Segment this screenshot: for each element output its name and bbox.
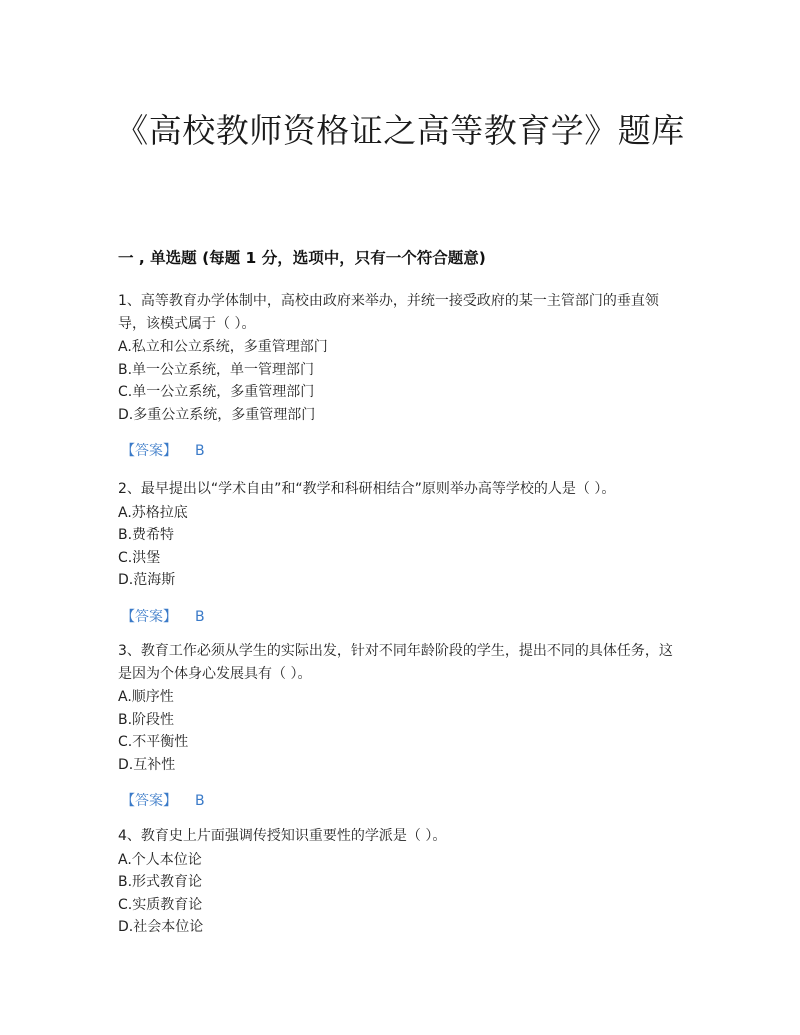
question-text: 1、高等教育办学体制中，高校由政府来举办，并统一接受政府的某一主管部门的垂直领导，该模式属于（ ）。: [118, 293, 659, 332]
answer-label: 【答案】: [121, 443, 177, 459]
question-2: [118, 478, 678, 628]
option-a: A.顺序性: [118, 689, 174, 705]
option-d: D.多重公立系统，多重管理部门: [118, 406, 316, 423]
question-3: [118, 640, 678, 812]
answer-value: B: [195, 443, 205, 459]
option-a: A.个人本位论: [118, 851, 202, 868]
option-b: B.形式教育论: [118, 874, 203, 890]
question-text: 2、最早提出以“学术自由”和“教学和科研相结合”原则举办高等学校的人是（ ）。: [118, 481, 616, 497]
option-b: B.阶段性: [118, 711, 175, 728]
option-c: C.实质教育论: [118, 896, 203, 913]
answer-value: B: [195, 608, 205, 625]
option-d: D.社会本位论: [118, 919, 204, 935]
option-a: A.苏格拉底: [118, 504, 188, 521]
option-c: C.单一公立系统，多重管理部门: [118, 384, 315, 400]
answer-line: [118, 790, 678, 812]
option-d: D.范海斯: [118, 572, 176, 588]
question-1: [118, 290, 678, 462]
question-text: 4、教育史上片面强调传授知识重要性的学派是（ ）。: [118, 828, 447, 844]
question-4: [118, 825, 678, 939]
question-text: 3、教育工作必须从学生的实际出发，针对不同年龄阶段的学生，提出不同的具体任务，这是因为个体身心发展具有（ ）。: [118, 643, 673, 682]
option-d: D.互补性: [118, 756, 176, 773]
answer-line: [118, 606, 678, 628]
answer-value: B: [195, 793, 205, 809]
option-b: B.费希特: [118, 527, 175, 543]
option-b: B.单一公立系统，单一管理部门: [118, 361, 315, 378]
answer-line: [118, 440, 678, 462]
answer-label: 【答案】: [121, 793, 177, 809]
section-heading: 一 , 单选题 (每题 1 分，选项中，只有一个符合题意): [118, 249, 486, 267]
answer-label: 【答案】: [121, 608, 177, 625]
document-title: 《高校教师资格证之高等教育学》题库: [115, 111, 685, 150]
option-a: A.私立和公立系统，多重管理部门: [118, 339, 328, 355]
option-c: C.不平衡性: [118, 734, 189, 750]
option-c: C.洪堡: [118, 549, 161, 566]
